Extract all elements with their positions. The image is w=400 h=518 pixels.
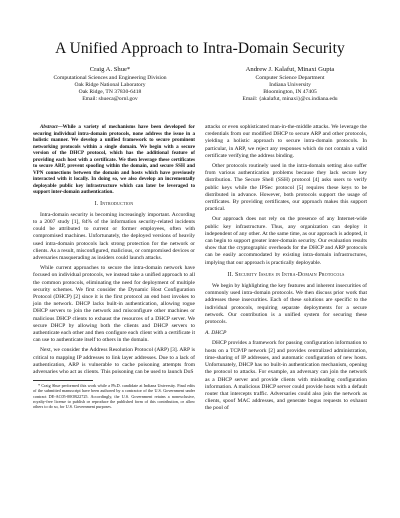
abstract-text: —While a variety of mechanisms have been developed for securing individual intra-domain protocols, none address the issue in a holistic manner. We develop a unified framework to secure prominent networking protocols within a single domain. We begin with a secure version of the DHCP protocol, which has the additional feature of providing each host with a certificate. We then leverage these certificates to secure ARP, prevent spoofing within the domain, and secure SSH and VPN connections between the domain and hosts which have previously interacted with it locally. In doing so, we also develop an incrementally deployable public key infrastructure which can later be leveraged to support inter-domain authentication. — [33, 124, 195, 195]
paragraph: While current approaches to secure the intra-domain network have focused on individual protocols, we instead take a unified approach to all the common protocols, eliminating the need for deployment of multiple security schemes. We first consider the Dynamic Host Configuration Protocol (DHCP) [2] since it is the first protocol an end host invokes to join the network. DHCP lacks built-in authentication, allowing rogue DHCP servers to join the network and misconfigure other machines or malicious DHCP clients to exhaust the resources of a DHCP server. We secure DHCP by allowing both the clients and DHCP servers to authenticate each other and then configure each client with a certificate it can use to authenticate itself to others in the domain. — [33, 265, 195, 344]
paragraph: Next, we consider the Address Resolution Protocol (ARP) [3]. ARP is critical to mapping IP addresses to link layer addresses. Due to a lack of authentication, ARP is vulnerable to cache poisoning attempts from adversaries who act as clients. This poisoning can be used to launch DoS — [33, 347, 195, 375]
author-block — [20, 66, 380, 103]
author-2 — [200, 66, 380, 103]
right-column — [205, 124, 367, 416]
section-heading-security-issues: II. Security Issues in Intra-Domain Protocols — [227, 271, 345, 278]
author-1-location: Oak Ridge, TN 37830-6418 — [78, 88, 142, 95]
subsection-heading-dhcp: A. DHCP — [205, 330, 227, 337]
author-2-affiliation: Computer Science Department — [255, 74, 325, 81]
footnote: * Craig Shue performed this work while a Ph.D. candidate at Indiana University. Final edits of the submitted manuscript have been authored by a contractor of the U.S. Government under contract DE-AC05-00OR22725. Accordingly, the U.S. Government retains a nonexclusive, royalty-free license to publish or reproduce the published form of this contribution, or allow others to do so, for U.S. Government purposes. — [33, 383, 195, 409]
abstract — [33, 124, 195, 196]
section-heading-introduction: I. Introduction — [94, 200, 134, 207]
author-2-org: Indiana University — [269, 81, 311, 88]
paper-title: A Unified Approach to Intra-Domain Security — [55, 40, 345, 57]
abstract-lead: Abstract — [40, 124, 58, 130]
author-2-email: Email: {akalafut, minaxi}@cs.indiana.edu — [242, 95, 338, 102]
paragraph: Our approach does not rely on the presence of any Internet-wide public key infrastructure. Thus, any organization can deploy it independent of any other. At the same time, as our approach is adopted, it can begin to support greater inter-domain security. Our evaluation results show that the cryptographic overheads for the DHCP and ARP protocols can be easily accommodated by existing intra-domain infrastructures, implying that our approach is practically deployable. — [205, 216, 367, 266]
left-column — [33, 124, 195, 409]
paragraph: We begin by highlighting the key features and inherent insecurities of commonly used intra-domain protocols. We then discuss prior work that addresses these insecurities. Each of these solutions are specific to the individual protocols, requiring separate deployments for a secure network. Our contribution is a unified system for securing these protocols. — [205, 283, 367, 326]
footnote-divider — [33, 380, 93, 381]
paragraph: Intra-domain security is becoming increasingly important. According to a 2007 study [1], 84% of the information security-related incidents could be attributed to current or former employees, often with compromised machines. Unfortunately, the deployed versions of heavily used intra-domain protocols lack strong protection for the network or clients. As a result, misconfigured, malicious, or compromised devices or adversaries masquerading as insiders could launch attacks. — [33, 211, 195, 261]
author-1-affiliation: Computational Sciences and Engineering Division — [53, 74, 167, 81]
author-1-org: Oak Ridge National Laboratory — [74, 81, 146, 88]
author-1-email: Email: shueca@ornl.gov — [82, 95, 138, 102]
author-2-location: Bloomington, IN 47405 — [263, 88, 317, 95]
paragraph: attacks or even sophisticated man-in-the-middle attacks. We leverage the credentials from our modified DHCP to secure ARP and other protocols, yielding a holistic approach to secure intra-domain protocols. In particular, in ARP, we reject any responses which do not contain a valid certificate verifying the address binding. — [205, 124, 367, 159]
paragraph: Other protocols routinely used in the intra-domain setting also suffer from various authentication problems because they lack secure key distribution. The Secure Shell (SSH) protocol [4] asks users to verify public keys while the IPSec protocol [5] requires these keys to be distributed in advance. However, both protocols support the usage of certificates. By providing certificates, our approach makes this support practical. — [205, 163, 367, 213]
paragraph: DHCP provides a framework for passing configuration information to hosts on a TCP/IP network [2] and provides centralized administration, time-sharing of IP addresses, and automatic configuration of new hosts. Unfortunately, DHCP has no built-in authentication mechanism, opening the protocol to attacks. For example, an adversary can join the network as a DHCP server and provide clients with misleading configuration information. A malicious DHCP server could provide hosts with a default router that intercepts traffic. Adversaries could also join the network as clients, spoof MAC addresses, and generate bogus requests to exhaust the pool of — [205, 340, 367, 412]
author-2-name: Andrew J. Kalafut, Minaxi Gupta — [245, 66, 335, 73]
author-1-name: Craig A. Shue* — [89, 66, 131, 73]
author-1 — [20, 66, 200, 103]
